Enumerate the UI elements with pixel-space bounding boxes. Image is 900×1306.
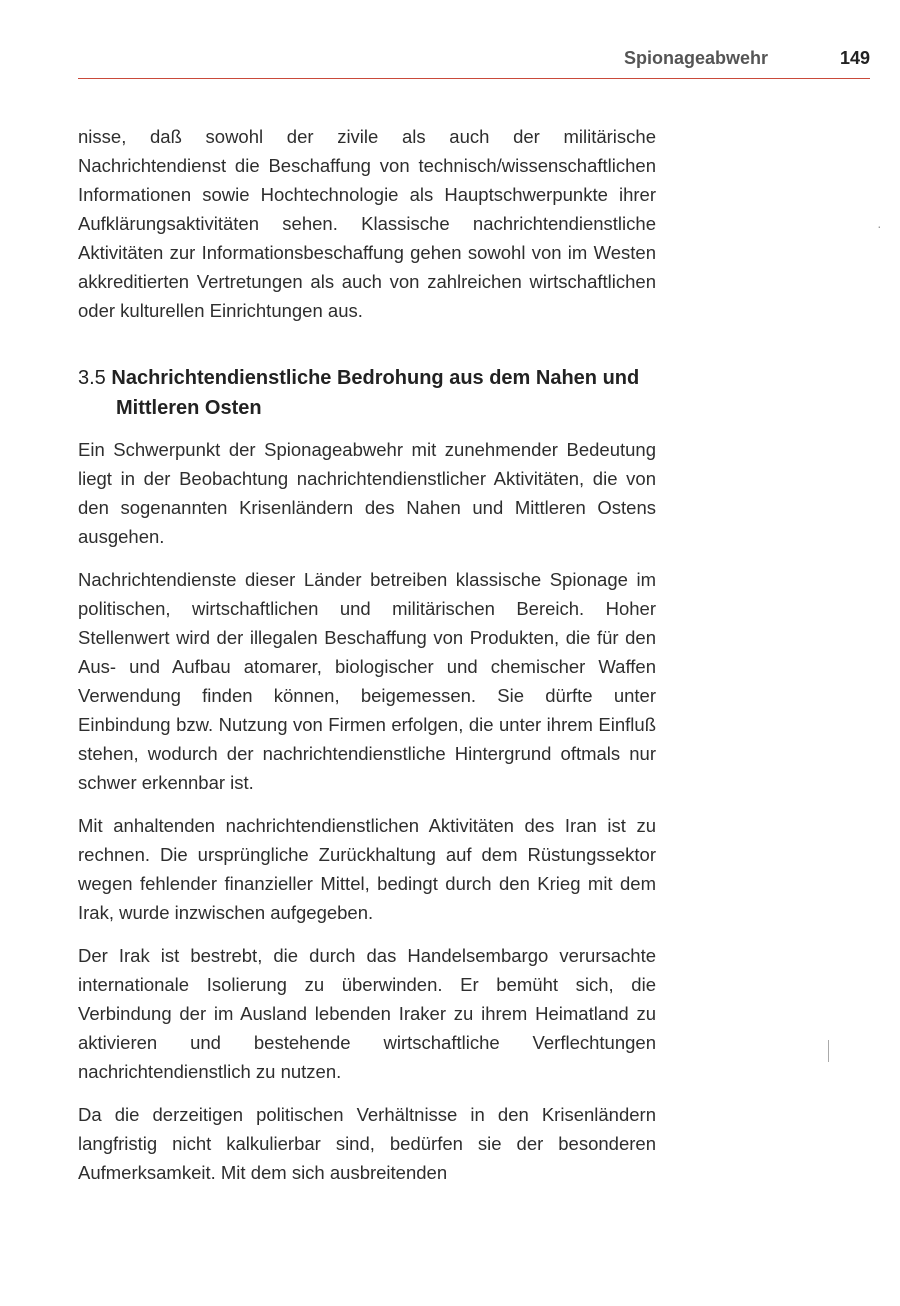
continuation-paragraph: nisse, daß sowohl der zivile als auch der militärische Nachrichtendienst die Beschaffung von technisch/wissenschaftlichen Informationen sowie Hochtechnologie als Hauptschwerpunkte ihrer Aufklärungsaktivitäten sehen. Klassische nachrichtendienstliche Aktivitäten zur Informationsbeschaffung gehen sowohl von im Westen akkreditierten Vertretungen als auch von zahlreichen wirtschaftlichen oder kulturellen Einrichtungen aus. (78, 126, 656, 321)
scan-speck: · (877, 218, 882, 234)
paragraph: Da die derzeitigen politischen Verhältnisse in den Krisenländern langfristig nicht kalkulierbar sind, bedürfen sie der besonderen Aufmerksamkeit. Mit dem sich ausbreitenden (78, 1104, 656, 1183)
page-number: 149 (839, 48, 870, 68)
paragraph: Ein Schwerpunkt der Spionageabwehr mit zunehmender Bedeutung liegt in der Beobachtung nachrichtendienstlicher Aktivitäten, die von den sogenannten Krisenländern des Nahen und Mittleren Ostens ausgehen. (78, 439, 656, 547)
section-title: Nachrichtendienstliche Bedrohung aus dem Nahen und Mittleren Osten (111, 367, 640, 419)
running-title: Spionageabwehr (623, 48, 768, 68)
section-heading (78, 363, 656, 423)
paragraph: Der Irak ist bestrebt, die durch das Handelsembargo verursachte internationale Isolierung zu überwinden. Er bemüht sich, die Verbindung der im Ausland lebenden Iraker zu ihrem Heimatland zu aktivieren und bestehende wirtschaftliche Verflechtungen nachrichtendienstlich zu nutzen. (78, 945, 656, 1082)
scan-mark (828, 1040, 829, 1062)
paragraph: Nachrichtendienste dieser Länder betreiben klassische Spionage im politischen, wirtschaftlichen und militärischen Bereich. Hoher Stellenwert wird der illegalen Beschaffung von Produkten, die für den Aus- und Aufbau atomarer, biologischer und chemischer Waffen Verwendung finden können, beigemessen. Sie dürfte unter Einbindung bzw. Nutzung von Firmen erfolgen, die unter ihrem Einfluß stehen, wodurch der nachrichtendienstliche Hintergrund oftmals nur schwer erkennbar ist. (78, 569, 656, 793)
header-rule (78, 78, 870, 79)
paragraph: Mit anhaltenden nachrichtendienstlichen Aktivitäten des Iran ist zu rechnen. Die ursprüngliche Zurückhaltung auf dem Rüstungssektor wegen fehlender finanzieller Mittel, bedingt durch den Krieg mit dem Irak, wurde inzwischen aufgegeben. (78, 815, 656, 923)
running-header (78, 48, 870, 78)
section-number: 3.5 (78, 367, 106, 389)
body-text (78, 122, 656, 1201)
